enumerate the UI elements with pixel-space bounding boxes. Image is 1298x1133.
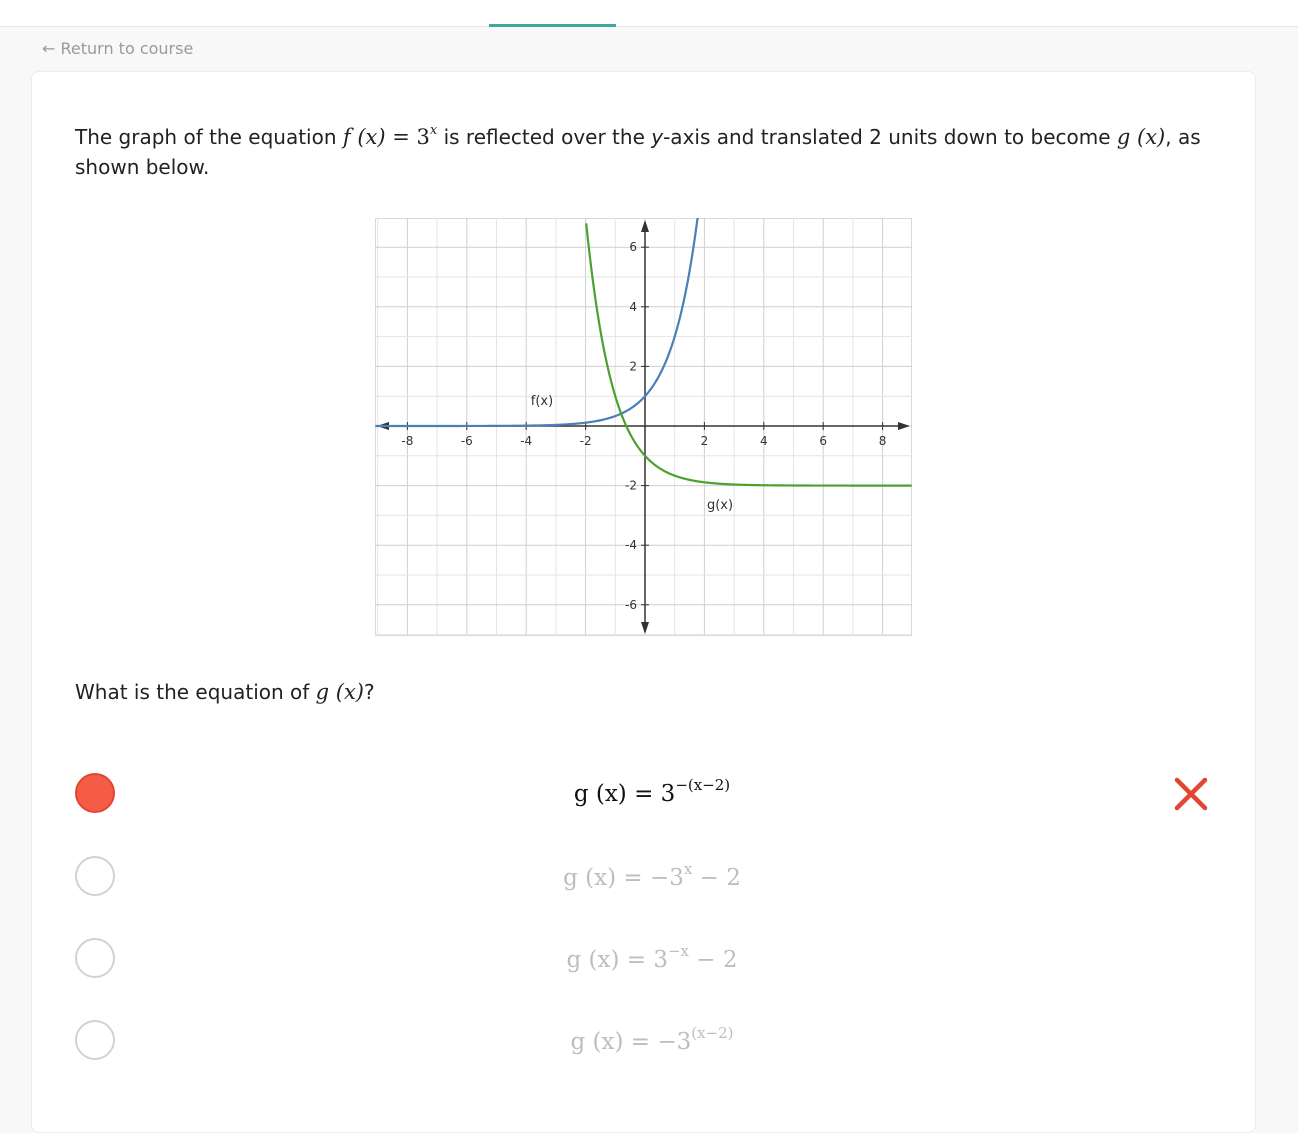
y-tick-label: 2 <box>629 359 637 374</box>
y-axis-arrow-down <box>641 622 649 634</box>
option-2-lhs: g (x) = −3 <box>563 865 684 891</box>
option-4-equation[interactable] <box>502 1024 802 1055</box>
question-part-1: The graph of the equation <box>75 125 337 149</box>
option-3-tail: − 2 <box>688 947 738 973</box>
option-3-exponent: −x <box>667 942 689 960</box>
prompt-end: ? <box>364 680 375 704</box>
x-tick-label: 6 <box>819 434 828 448</box>
x-mark-icon <box>1172 775 1210 813</box>
option-1-exponent: −(x−2) <box>675 776 731 794</box>
prompt-g-name: g (x) <box>315 680 365 704</box>
progress-indicator <box>489 24 616 27</box>
x-tick-label: -4 <box>520 434 533 448</box>
option-2-tail: − 2 <box>692 865 741 891</box>
g-function-name: g (x) <box>1116 125 1166 149</box>
return-to-course-link[interactable]: ← Return to course <box>42 39 194 58</box>
y-tick-label: -6 <box>625 597 637 612</box>
x-tick-label: 8 <box>878 434 887 448</box>
f-equals-base: = 3 <box>385 125 430 149</box>
prompt-label: What is the equation of <box>75 680 310 704</box>
x-axis-arrow-right <box>898 422 910 430</box>
g-curve-label: g(x) <box>706 498 734 513</box>
function-graph <box>375 218 912 636</box>
f-exponent: x <box>429 123 438 138</box>
option-1-equation[interactable] <box>502 776 802 807</box>
question-part-3: -axis and translated 2 units down to become <box>663 125 1111 149</box>
question-part-2: is reflected over the <box>443 125 645 149</box>
option-3-equation[interactable] <box>502 942 802 973</box>
y-tick-label: 6 <box>629 240 637 255</box>
f-function-name: f (x) <box>342 125 386 149</box>
x-tick-label: -6 <box>460 434 473 448</box>
option-4-radio[interactable] <box>75 1020 115 1060</box>
option-2-equation[interactable] <box>502 860 802 891</box>
top-bar <box>0 0 1298 27</box>
question-part-4: , as shown below. <box>75 125 1201 179</box>
option-3-radio[interactable] <box>75 938 115 978</box>
y-tick-label: 4 <box>629 299 637 314</box>
question-text <box>75 116 1215 182</box>
option-1-lhs: g (x) = 3 <box>573 781 676 807</box>
option-2-radio[interactable] <box>75 856 115 896</box>
option-4-lhs: g (x) = −3 <box>570 1029 692 1055</box>
question-axis-name: y <box>651 125 664 149</box>
x-tick-label: 2 <box>700 434 709 448</box>
option-4-exponent: (x−2) <box>691 1024 734 1042</box>
question-card <box>31 71 1256 1133</box>
option-3-lhs: g (x) = 3 <box>566 947 668 973</box>
graph-curves <box>375 218 911 486</box>
f-curve-label: f(x) <box>530 394 554 409</box>
option-2-exponent: x <box>683 860 693 878</box>
y-tick-label: -4 <box>625 538 637 553</box>
g-curve <box>586 223 912 485</box>
x-tick-label: -2 <box>579 434 592 448</box>
x-tick-label: -8 <box>401 434 414 448</box>
prompt-text <box>75 680 375 704</box>
option-1-radio[interactable] <box>75 773 115 813</box>
x-tick-label: 4 <box>759 434 768 448</box>
y-tick-label: -2 <box>625 478 637 493</box>
y-axis-arrow-up <box>641 220 649 232</box>
